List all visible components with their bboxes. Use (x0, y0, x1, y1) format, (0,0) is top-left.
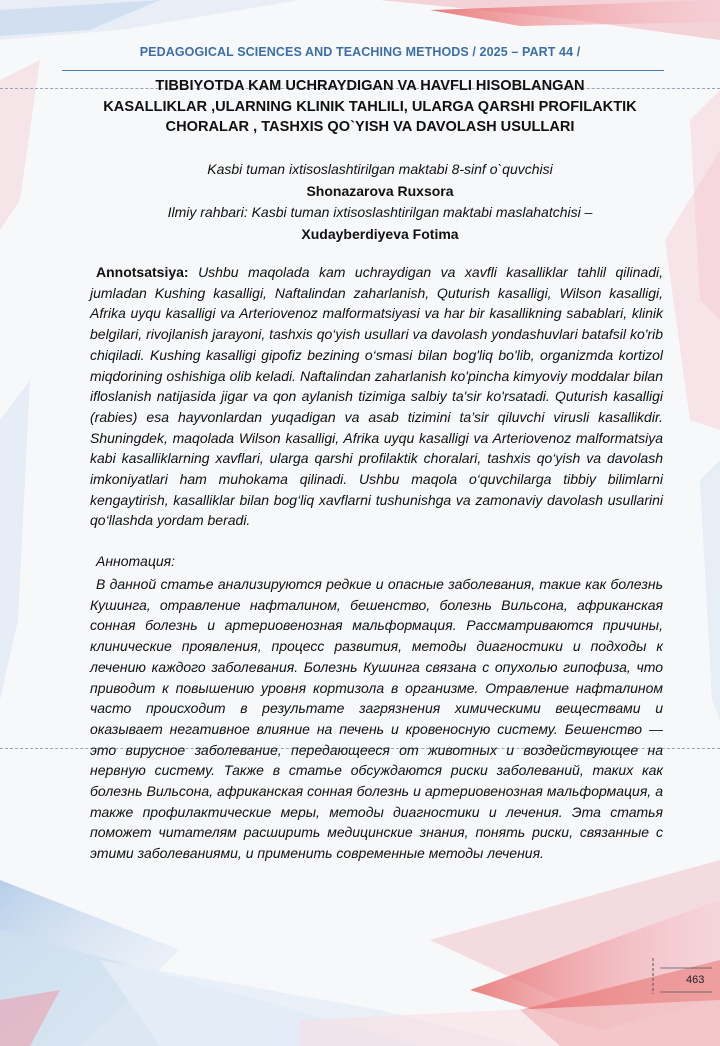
page-number: 463 (686, 974, 705, 986)
abstract-uzbek-text: Ushbu maqolada kam uchraydigan va xavfli kasalliklar tahlil qilinadi, jumladan Kushing kasalligi, Naftalindan zaharlanish, Quturish kasalligi, Wilson kasalligi, Afrika uyqu kasalligi va Arteriovenoz malformatsiyasi va har bir kasallikning sabablari, klinik belgilari, rivojlanish jarayoni, tashxis qo‘yish usullari va davolash yondashuvlari batafsil ko'rib chiqiladi. Kushing kasalligi gipofiz bezining o‘smasi bilan bog'liq bo'lib, organizmda kortizol miqdorining oshishiga olib keladi. Naftalindan zaharlanish ko'pincha kimyoviy moddalar bilan ifloslanish natijasida jigar va qon aylanish tizimiga salbiy ta'sir ko'rsatadi. Quturish kasalligi (rabies) esa hayvonlardan yuqadigan va asab tizimini ta’sir qiluvchi virusli kasallikdir. Shuningdek, maqolada Wilson kasalligi, Afrika uyqu kasalligi va Arteriovenoz malformatsiya kabi kasalliklarning xavflari, ularga qarshi profilaktik choralari, tashxis qo‘yish va davolash imkoniyatlari ham muhokama qilinadi. Ushbu maqola o‘quvchilarga tibbiy bilimlarni kengaytirish, kasalliklar bilan bog‘liq xavflarni tushunishga va zamonaviy davolash usullarini qo‘llashda yordam beradi. (90, 264, 663, 529)
title-line-1: TIBBIYOTDA KAM UCHRAYDIGAN VA HAVFLI HISOBLANGAN (155, 78, 585, 94)
author-affiliation: Kasbi tuman ixtisoslashtirilgan maktabi 8-sinf o`quvchisi (207, 161, 553, 177)
abstract-russian-label: Аннотация: (96, 553, 175, 569)
author-block (40, 159, 720, 245)
abstract-russian-text: В данной статье анализируются редкие и опасные заболевания, такие как болезнь Кушинга, отравление нафталином, бешенство, болезнь Вильсона, африканская сонная болезнь и артериовенозная мальформация. Рассматриваются причины, клинические проявления, процесс развития, методы диагностики и подходы к лечению каждого заболевания. Болезнь Кушинга связана с опухолью гипофиза, что приводит к повышению уровня кортизола в организме. Отравление нафталином часто происходит в результате загрязнения химическими веществами и оказывает негативное влияние на печень и кровеносную систему. Бешенство — это вирусное заболевание, передающееся от животных и воздействующее на нервную систему. Также в статье обсуждаются риски заболеваний, таких как болезнь Вильсона, африканская сонная болезнь и артериовенозная мальформация, а также профилактические меры, методы диагностики и лечения. Эта статья поможет читателям расширить медицинские знания, понять риски, связанные с этими заболеваниями, и применить современные методы лечения. (90, 576, 663, 862)
journal-header: PEDAGOGICAL SCIENCES AND TEACHING METHODS / 2025 – PART 44 / (139, 45, 581, 59)
title-line-3: CHORALAR , TASHXIS QO`YISH VA DAVOLASH USULLARI (165, 119, 575, 135)
abstract-uzbek (90, 262, 663, 531)
article-title (60, 76, 680, 138)
title-line-2: KASALLIKLAR ,ULARNING KLINIK TAHLILI, ULARGA QARSHI PROFILAKTIK (103, 98, 637, 115)
abstract-uzbek-label: Annotsatsiya: (96, 264, 189, 280)
advisor-affiliation: Ilmiy rahbari: Kasbi tuman ixtisoslashtirilgan maktabi maslahatchisi – (167, 204, 593, 220)
advisor-name: Xudayberdiyeva Fotima (301, 225, 459, 242)
header-rule (62, 70, 664, 71)
author-name: Shonazarova Ruxsora (306, 182, 454, 199)
